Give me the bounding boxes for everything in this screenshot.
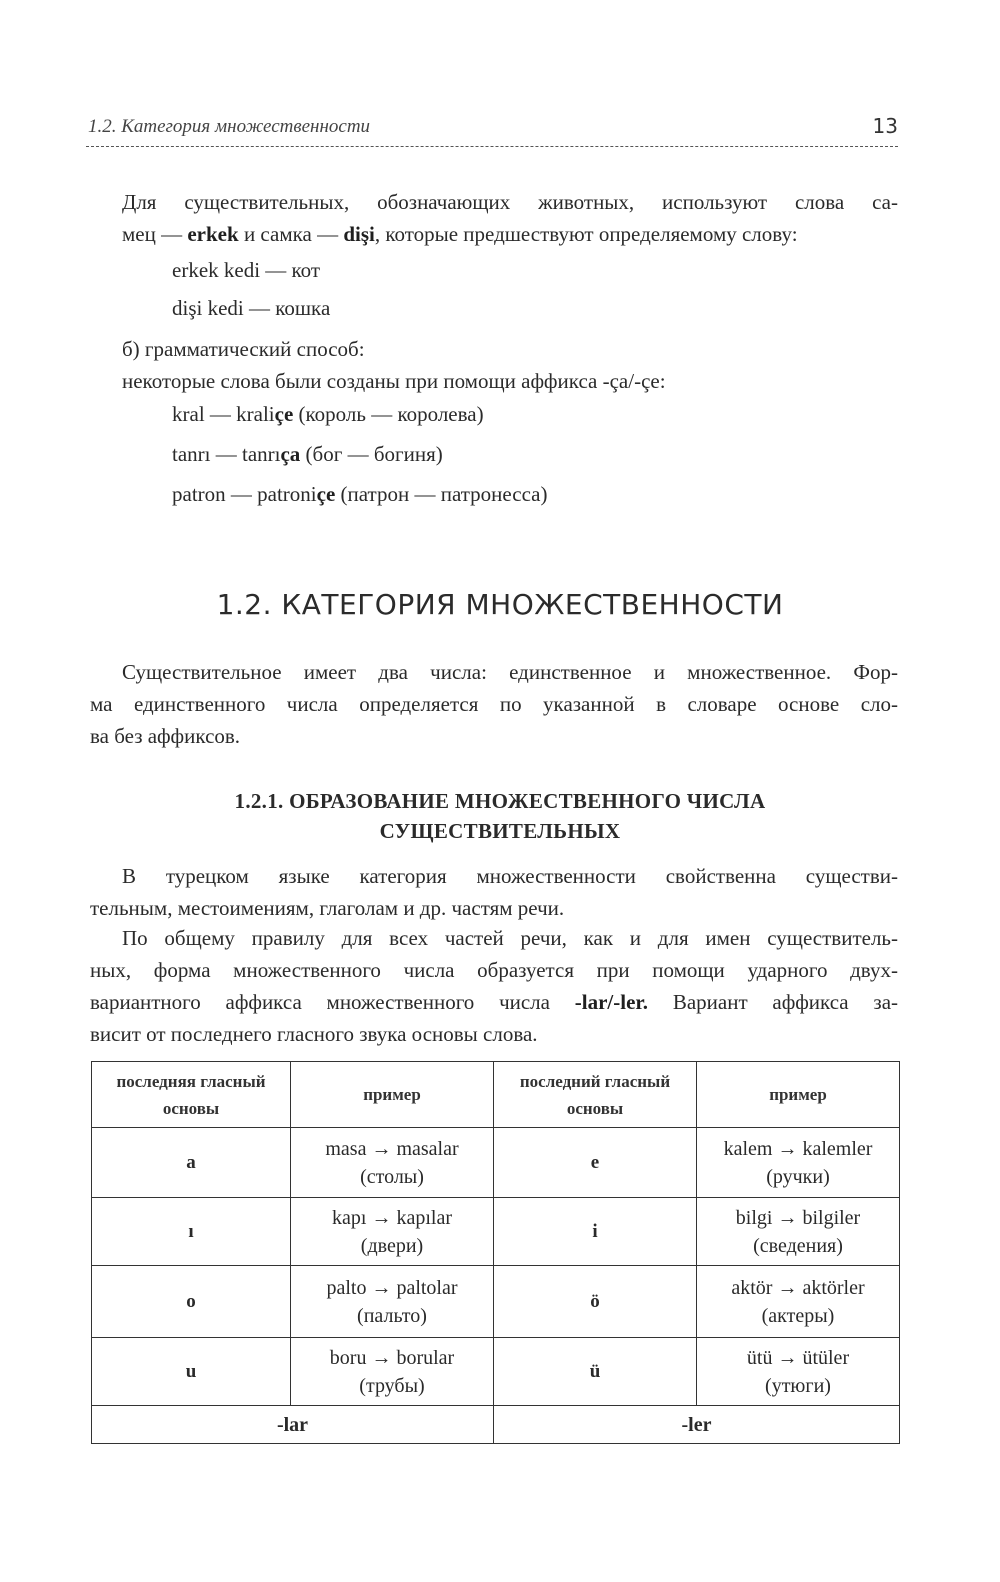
text: вариантного аффикса множественного числа <box>90 990 575 1014</box>
example-cell <box>291 1338 494 1406</box>
affix-ler-cell: -ler <box>494 1406 900 1444</box>
line: По общему правилу для всех частей речи, как и для имен существитель- <box>122 926 898 950</box>
header-cell: последняя гласный основы <box>92 1062 291 1128</box>
vowel-cell: e <box>494 1128 697 1198</box>
table-row <box>92 1266 900 1338</box>
text: Вариант аффикса за- <box>648 990 899 1014</box>
header-cell: последний гласный основы <box>494 1062 697 1128</box>
example-cell <box>697 1128 900 1198</box>
line: ма единственного числа определяется по указанной в словаре основе сло- <box>90 692 898 716</box>
subsection-paragraph-1 <box>90 860 898 924</box>
example-disi-kedi: dişi kedi — кошка <box>172 296 331 320</box>
translation: (столы) <box>360 1165 424 1188</box>
line: тельным, местоимениям, глаголам и др. частям речи. <box>90 896 565 920</box>
method-description: некоторые слова были созданы при помощи аффикса -ça/-çe: <box>122 369 666 393</box>
affix: çe <box>274 402 294 426</box>
example: kalem → kalemler <box>723 1137 873 1160</box>
affix-lar-cell: -lar <box>92 1406 494 1444</box>
table-row <box>92 1198 900 1266</box>
text: kral — krali <box>172 402 275 426</box>
vowel-cell: o <box>92 1266 291 1338</box>
line: ных, форма множественного числа образуется при помощи ударного двух- <box>90 958 898 982</box>
text: (патрон — патронесса) <box>335 482 548 506</box>
translation: (ручки) <box>766 1165 830 1188</box>
affix-lar-ler: -lar/-ler. <box>574 990 649 1014</box>
table-header-row <box>92 1062 900 1128</box>
example-cell <box>697 1266 900 1338</box>
intro-line-1: Для существительных, обозначающих животных, используют слова са- <box>122 190 898 214</box>
line: Существительное имеет два числа: единственное и множественное. Фор- <box>122 660 898 684</box>
vowel-cell: ü <box>494 1338 697 1406</box>
line: висит от последнего гласного звука основы слова. <box>90 1022 538 1046</box>
table-row <box>92 1128 900 1198</box>
text: tanrı — tanrı <box>172 442 281 466</box>
vowel-cell: a <box>92 1128 291 1198</box>
vowel-cell: ö <box>494 1266 697 1338</box>
vowel-cell: u <box>92 1338 291 1406</box>
example-kralice <box>172 398 484 430</box>
affix: çe <box>316 482 336 506</box>
example-erkek-kedi: erkek kedi — кот <box>172 258 321 282</box>
example-tanrica <box>172 438 443 470</box>
translation: (сведения) <box>753 1234 843 1257</box>
page-number: 13 <box>872 114 898 138</box>
vowel-cell: i <box>494 1198 697 1266</box>
example: bilgi → bilgiler <box>735 1206 861 1229</box>
example-cell <box>697 1338 900 1406</box>
example-cell <box>697 1198 900 1266</box>
line: ва без аффиксов. <box>90 724 241 748</box>
subsection-paragraph-2 <box>90 922 899 1050</box>
text: (бог — богиня) <box>300 442 443 466</box>
line: 1.2.1. ОБРАЗОВАНИЕ МНОЖЕСТВЕННОГО ЧИСЛА <box>234 789 766 813</box>
line <box>90 986 898 1018</box>
text: мец — <box>122 222 188 246</box>
text: (король — королева) <box>293 402 484 426</box>
text: , которые предшествуют определяемому слову: <box>374 222 798 246</box>
example: boru → borular <box>329 1346 455 1369</box>
header-cell: пример <box>697 1062 900 1128</box>
example-cell <box>291 1128 494 1198</box>
intro-paragraph <box>122 186 898 250</box>
translation: (пальто) <box>357 1304 427 1327</box>
example: palto → paltolar <box>326 1276 458 1299</box>
translation: (актеры) <box>761 1304 835 1327</box>
example-cell <box>291 1198 494 1266</box>
table-footer-row <box>92 1406 900 1444</box>
translation: (утюги) <box>765 1374 831 1397</box>
example: kapı → kapılar <box>332 1206 452 1229</box>
example: masa → masalar <box>325 1137 459 1160</box>
text: и самка — <box>238 222 344 246</box>
example: aktör → aktörler <box>731 1276 865 1299</box>
translation: (двери) <box>360 1234 424 1257</box>
subsection-heading <box>150 786 850 846</box>
header-rule <box>86 146 898 147</box>
text: patron — patroni <box>172 482 317 506</box>
example-cell <box>291 1266 494 1338</box>
term-disi: dişi <box>343 222 375 246</box>
line: СУЩЕСТВИТЕЛЬНЫХ <box>379 819 621 843</box>
intro-line-2 <box>122 218 898 250</box>
header-cell: пример <box>291 1062 494 1128</box>
affix: ça <box>280 442 301 466</box>
plural-affix-table <box>91 1061 900 1444</box>
running-title: 1.2. Категория множественности <box>88 116 371 137</box>
section-paragraph <box>90 656 898 752</box>
grammatical-method <box>122 333 898 397</box>
method-heading: б) грамматический способ: <box>122 337 365 361</box>
vowel-cell: ı <box>92 1198 291 1266</box>
line: В турецком языке категория множественности свойственна существи- <box>122 864 898 888</box>
term-erkek: erkek <box>187 222 239 246</box>
translation: (трубы) <box>359 1374 425 1397</box>
example: ütü → ütüler <box>746 1346 850 1369</box>
table-row <box>92 1338 900 1406</box>
section-heading: 1.2. КАТЕГОРИЯ МНОЖЕСТВЕННОСТИ <box>216 588 784 621</box>
example-patronice <box>172 478 547 510</box>
